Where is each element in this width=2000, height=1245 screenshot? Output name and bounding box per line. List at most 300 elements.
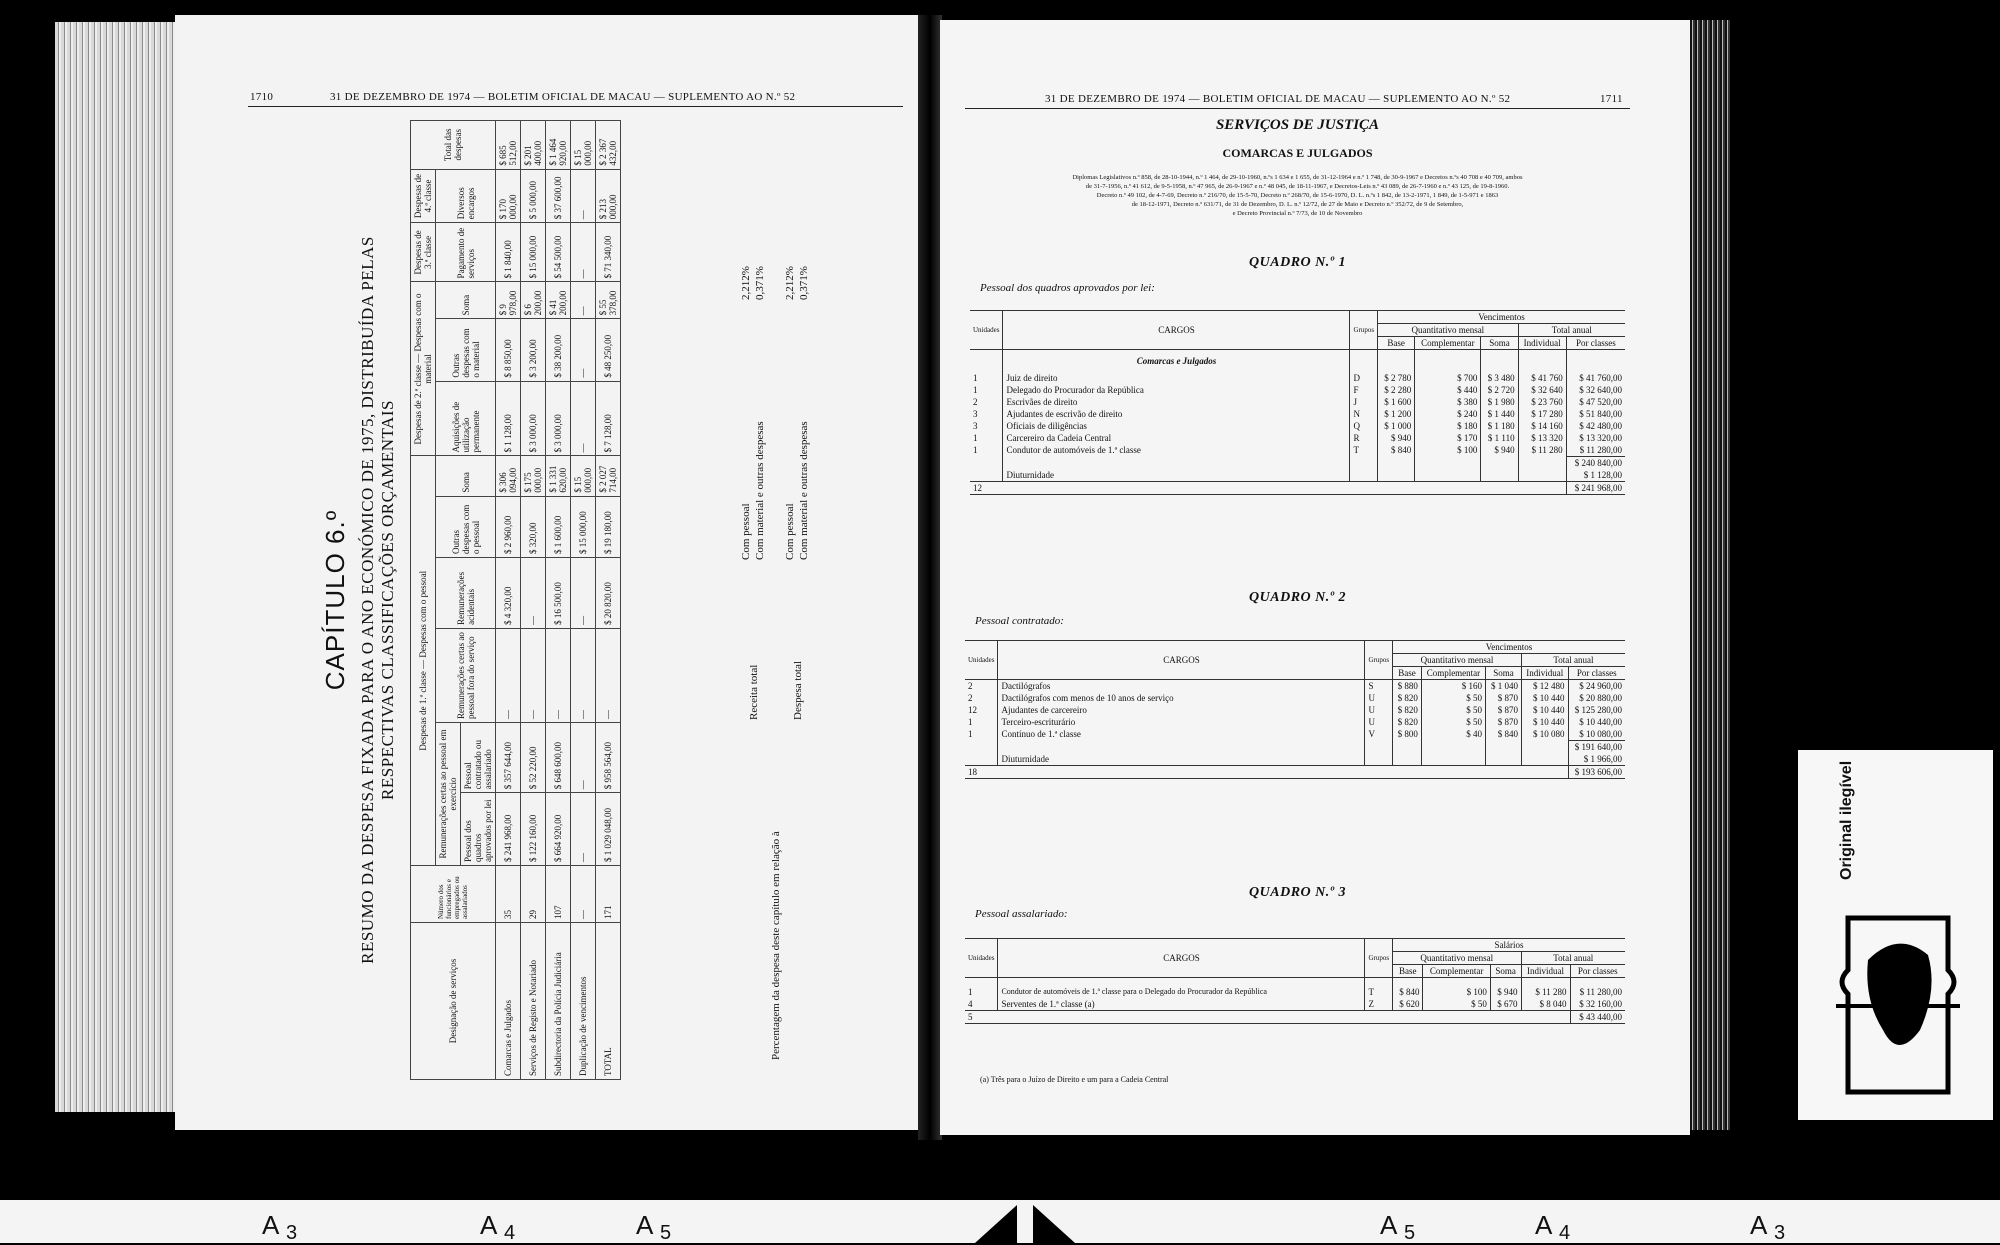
cell: $ 8 850,00	[496, 319, 521, 381]
cell: $ 1 000	[1378, 420, 1415, 432]
cell: $ 6 200,00	[521, 282, 546, 319]
col-base: Base	[1393, 667, 1422, 680]
film-center-arrow-icon	[975, 1205, 1075, 1243]
table-row	[965, 728, 1625, 741]
subsection-title: COMARCAS E JULGADOS	[1222, 146, 1373, 160]
col-vencimentos: Vencimentos	[1378, 311, 1625, 324]
cell: $ 1 180	[1481, 420, 1518, 432]
row-label: TOTAL	[596, 923, 621, 1080]
film-marker: 5	[1404, 1222, 1416, 1244]
cell: $ 840	[1378, 444, 1415, 457]
cell: $ 10 080	[1521, 728, 1568, 741]
left-page-number: 1710	[250, 91, 274, 103]
cell: 2	[968, 693, 973, 703]
cell: $ 20 880,00	[1568, 692, 1625, 704]
cell: $ 1 040	[1485, 680, 1521, 693]
quadro2-diuturnidade: $ 1 966,00	[1568, 753, 1625, 766]
cell: 35	[496, 866, 521, 923]
table-group-header-row	[411, 121, 436, 1080]
cell: $ 41 760	[1518, 372, 1566, 384]
quadro2-title: QUADRO N.º 2	[1249, 590, 1346, 605]
legislation-line: de 18-12-1971, Decreto n.º 631/71, de 31 de Dezembro, D. L. n.º 12/72, de 27 de Maio e Decreto n.º 352/72, de 9 de Setembro,	[1131, 201, 1464, 208]
cell: $ 1 840,00	[496, 223, 521, 282]
cell: Serventes de 1.ª classe (a)	[998, 998, 1365, 1011]
cell: $ 54 500,00	[546, 223, 571, 282]
cell: —	[571, 793, 596, 866]
col-unidades: Unidades	[965, 641, 998, 680]
cell: $ 19 180,00	[596, 496, 621, 557]
cell: $ 170 000,00	[496, 169, 521, 223]
cell: V	[1365, 728, 1393, 741]
quadro3-total-units: 5	[965, 1010, 998, 1023]
cell: —	[571, 282, 596, 319]
quadro1-group-label: Comarcas e Julgados	[1003, 350, 1350, 373]
cell: 2	[973, 397, 978, 407]
cell: 4	[968, 998, 973, 1009]
cell: $ 648 600,00	[546, 723, 571, 793]
col-grupos: Grupos	[1365, 641, 1393, 680]
cell: $ 15 000,00	[571, 496, 596, 557]
col-unidades: Unidades	[970, 311, 1003, 350]
cell: $ 1 600	[1378, 396, 1415, 408]
quadro3-caption: Pessoal assalariado:	[975, 908, 1068, 920]
cell: 12	[968, 705, 977, 715]
film-marker: 3	[286, 1222, 298, 1244]
cell: 1	[968, 986, 973, 997]
col-complementar: Complementar	[1415, 337, 1481, 350]
cell: $ 15 000,00	[521, 223, 546, 282]
cell: F	[1350, 384, 1378, 396]
section-title: SERVIÇOS DE JUSTIÇA	[1215, 117, 1380, 133]
cell: $ 1 128,00	[496, 381, 521, 456]
col-header: Número dos funcionários e empregados ou assalariados	[411, 866, 496, 923]
cell: $ 3 000,00	[546, 381, 571, 456]
col-complementar: Complementar	[1421, 667, 1485, 680]
cell: $ 71 340,00	[596, 223, 621, 282]
cell: $ 41 200,00	[546, 282, 571, 319]
quadro1-diuturnidade-label: Diuturnidade	[1003, 469, 1350, 482]
col-quant-mensal: Quantitativo mensal	[1378, 324, 1519, 337]
col-header: Pagamento de serviços	[436, 223, 496, 282]
despesa-label: Despesa total	[792, 661, 804, 720]
col-header: Total das despesas	[411, 121, 496, 170]
col-cargos: CARGOS	[998, 939, 1365, 978]
group-header: Despesas de 1.ª classe — Despesas com o pessoal	[411, 456, 436, 866]
table-row	[571, 121, 596, 1080]
col-individual: Individual	[1518, 337, 1566, 350]
summary-title-line1: RESUMO DA DESPESA FIXADA PARA O ANO ECONÓMICO DE 1975, DISTRIBUÍDA PELAS	[358, 236, 377, 964]
cell: Delegado do Procurador da República	[1003, 384, 1350, 396]
cell: $ 1 980	[1481, 396, 1518, 408]
receita-pessoal-label: Com pessoal	[740, 503, 752, 560]
cell: $ 840	[1485, 728, 1521, 741]
cell: $ 41 760,00	[1566, 372, 1625, 384]
left-running-header: 31 DE DEZEMBRO DE 1974 — BOLETIM OFICIAL DE MACAU — SUPLEMENTO AO N.º 52	[330, 91, 796, 103]
cell: $ 940	[1490, 986, 1521, 998]
cell: $ 32 160,00	[1570, 998, 1625, 1011]
col-header: Outras despesas com o pessoal	[436, 496, 496, 557]
cell: $ 5 000,00	[521, 169, 546, 223]
cell: $ 820	[1393, 716, 1422, 728]
cell: $ 670	[1490, 998, 1521, 1011]
receita-material-label: Com material e outras despesas	[754, 421, 766, 560]
cell: $ 870	[1485, 716, 1521, 728]
cell: J	[1350, 396, 1378, 408]
cell: $ 175 000,00	[521, 456, 546, 496]
quadro2-diuturnidade-label: Diuturnidade	[998, 753, 1365, 766]
col-quant-mensal: Quantitativo mensal	[1393, 952, 1521, 965]
quadro2-table	[965, 640, 1625, 779]
film-marker: 4	[1559, 1222, 1571, 1244]
cell: —	[496, 628, 521, 722]
cell: $ 32 640	[1518, 384, 1566, 396]
col-header: Soma	[436, 456, 496, 496]
cell: $ 2 367 432,00	[596, 121, 621, 170]
table-row	[965, 680, 1625, 693]
cell: $ 52 220,00	[521, 723, 546, 793]
right-running-header: 31 DE DEZEMBRO DE 1974 — BOLETIM OFICIAL DE MACAU — SUPLEMENTO AO N.º 52	[1045, 93, 1511, 105]
cell: $ 940	[1481, 444, 1518, 457]
col-header: Outras despesas com o material	[436, 319, 496, 381]
cell: $ 37 600,00	[546, 169, 571, 223]
cell: 2	[968, 681, 973, 691]
cell: $ 3 000,00	[521, 381, 546, 456]
cell: $ 2 720	[1481, 384, 1518, 396]
quadro1-table	[970, 310, 1625, 495]
cell: $ 17 280	[1518, 408, 1566, 420]
summary-title-line2: RESPECTIVAS CLASSIFICAÇÕES ORÇAMENTAIS	[378, 400, 397, 800]
col-individual: Individual	[1521, 667, 1568, 680]
cell: —	[571, 319, 596, 381]
quadro3-footnote: (a) Três para o Juízo de Direito e um para a Cadeia Central	[980, 1075, 1169, 1084]
cell: $ 125 280,00	[1568, 704, 1625, 716]
cell: 1	[973, 433, 978, 443]
damaged-page-icon	[1828, 910, 1968, 1100]
expense-summary-table	[410, 120, 621, 1080]
cell: $ 9 978,00	[496, 282, 521, 319]
film-marker: 3	[1774, 1222, 1786, 1244]
cell: R	[1350, 432, 1378, 444]
cell: —	[571, 169, 596, 223]
cell: $ 32 640,00	[1566, 384, 1625, 396]
quadro1-caption: Pessoal dos quadros aprovados por lei:	[980, 282, 1155, 294]
cell: 107	[546, 866, 571, 923]
cell: $ 23 760	[1518, 396, 1566, 408]
table-row	[970, 420, 1625, 432]
col-base: Base	[1378, 337, 1415, 350]
cell: $ 10 440	[1521, 704, 1568, 716]
cell: $ 13 320,00	[1566, 432, 1625, 444]
quadro2-table-wrap	[965, 640, 1625, 779]
cell: $ 1 464 920,00	[546, 121, 571, 170]
film-marker: A	[1750, 1210, 1768, 1240]
quadro3-total: $ 43 440,00	[1570, 1010, 1625, 1023]
table-row	[970, 396, 1625, 408]
table-row	[970, 408, 1625, 420]
group-header: Despesas de 4.ª classe	[411, 169, 436, 223]
cell: $ 11 280,00	[1570, 986, 1625, 998]
cell: Condutor de automóveis de 1.ª classe para o Delegado do Procurador da República	[998, 986, 1365, 998]
cell: $ 1 029 048,00	[596, 793, 621, 866]
cell: $ 2 280	[1378, 384, 1415, 396]
cell: Terceiro-escriturário	[998, 716, 1365, 728]
col-base: Base	[1393, 965, 1423, 978]
cell: $ 4 320,00	[496, 557, 521, 628]
table-row	[970, 432, 1625, 444]
film-marker: A	[480, 1210, 498, 1240]
quadro1-total: $ 241 968,00	[1566, 482, 1625, 495]
col-header: Designação de serviços	[411, 923, 496, 1080]
table-row	[546, 121, 571, 1080]
col-header: Aquisições de utilização permanente	[436, 381, 496, 456]
despesa-material-label: Com material e outras despesas	[798, 421, 810, 560]
cell: $ 50	[1421, 704, 1485, 716]
cell: $ 180	[1415, 420, 1481, 432]
group-header: Remunerações certas ao pessoal em exercício	[436, 723, 461, 866]
cell: —	[521, 628, 546, 722]
table-row	[970, 444, 1625, 457]
col-cargos: CARGOS	[1003, 311, 1350, 350]
film-marker: A	[636, 1210, 654, 1240]
film-marker: A	[1380, 1210, 1398, 1240]
cell: —	[596, 628, 621, 722]
cell: 1	[968, 717, 973, 727]
cell: $ 620	[1393, 998, 1423, 1011]
table-row	[521, 121, 546, 1080]
col-header: Pessoal contratado ou assalariado	[461, 723, 496, 793]
cell: $ 201 400,00	[521, 121, 546, 170]
col-por-classes: Por classes	[1570, 965, 1625, 978]
cell: $ 1 110	[1481, 432, 1518, 444]
cell: Escrivães de direito	[1003, 396, 1350, 408]
cell: $ 14 160	[1518, 420, 1566, 432]
cell: Carcereiro da Cadeia Central	[1003, 432, 1350, 444]
illegible-label: Original ilegível	[1838, 760, 1855, 880]
col-total-anual: Total anual	[1521, 654, 1625, 667]
quadro3-table	[965, 938, 1625, 1024]
legislation-line: Decreto n.º 49 102, de 4-7-69, Decreto n.º 216/70, de 15-5-70, Decreto n.º 268/70, de 15-6-1970, D. L. n.ºs 1 842, de 13-2-1971, 1 849, de 1-5-971 e 1863	[1096, 192, 1499, 199]
cell: $ 440	[1415, 384, 1481, 396]
cell: $ 122 160,00	[521, 793, 546, 866]
cell: $ 100	[1423, 986, 1490, 998]
cell: $ 24 960,00	[1568, 680, 1625, 693]
despesa-pct-pessoal: 2,212%	[784, 266, 796, 300]
cell: —	[571, 723, 596, 793]
col-grupos: Grupos	[1350, 311, 1378, 350]
row-label: Duplicação de vencimentos	[571, 923, 596, 1080]
cell: $ 700	[1415, 372, 1481, 384]
despesa-pct-material: 0,371%	[798, 266, 810, 300]
cell: Q	[1350, 420, 1378, 432]
film-marker: A	[1535, 1210, 1553, 1240]
cell: $ 357 644,00	[496, 723, 521, 793]
row-label: Subdirectoria da Polícia Judiciária	[546, 923, 571, 1080]
cell: $ 51 840,00	[1566, 408, 1625, 420]
receita-pct-material: 0,371%	[754, 266, 766, 300]
cell: $ 15 000,00	[571, 456, 596, 496]
cell: Oficiais de diligências	[1003, 420, 1350, 432]
cell: $ 7 128,00	[596, 381, 621, 456]
col-soma: Soma	[1490, 965, 1521, 978]
table-row	[965, 692, 1625, 704]
col-complementar: Complementar	[1423, 965, 1490, 978]
cell: Contínuo de 1.ª classe	[998, 728, 1365, 741]
receita-label: Receita total	[748, 664, 760, 720]
col-total-anual: Total anual	[1521, 952, 1625, 965]
cell: $ 160	[1421, 680, 1485, 693]
col-salarios: Salários	[1393, 939, 1625, 952]
cell: $ 20 820,00	[596, 557, 621, 628]
cell: $ 10 440	[1521, 692, 1568, 704]
table-row	[965, 704, 1625, 716]
table-row	[970, 372, 1625, 384]
cell: 1	[968, 729, 973, 740]
col-cargos: CARGOS	[998, 641, 1365, 680]
cell: $ 11 280	[1518, 444, 1566, 457]
cell: —	[571, 628, 596, 722]
cell: 1	[973, 385, 978, 395]
cell: $ 870	[1485, 704, 1521, 716]
film-marker: 4	[504, 1222, 516, 1244]
cell: $ 10 080,00	[1568, 728, 1625, 741]
right-page-number: 1711	[1600, 93, 1623, 105]
table-row	[965, 986, 1625, 998]
cell: $ 870	[1485, 692, 1521, 704]
cell: $ 664 920,00	[546, 793, 571, 866]
group-header: Despesas de 3.ª classe	[411, 223, 436, 282]
table-row	[965, 998, 1625, 1011]
cell: $ 1 200	[1378, 408, 1415, 420]
book-page-edges-right	[1690, 20, 1730, 1130]
col-grupos: Grupos	[1365, 939, 1393, 978]
cell: $ 11 280	[1521, 986, 1570, 998]
col-soma: Soma	[1485, 667, 1521, 680]
row-label: Comarcas e Julgados	[496, 923, 521, 1080]
cell: 29	[521, 866, 546, 923]
chapter-heading: CAPÍTULO 6.º	[320, 509, 350, 691]
cell: $ 840	[1393, 986, 1423, 998]
group-header: Despesas de 2.ª classe — Despesas com o material	[411, 282, 436, 456]
cell: $ 2 027 714,00	[596, 456, 621, 496]
cell: —	[546, 628, 571, 722]
quadro1-diuturnidade: $ 1 128,00	[1566, 469, 1625, 482]
cell: 1	[973, 373, 978, 383]
col-total-anual: Total anual	[1518, 324, 1625, 337]
cell: —	[571, 557, 596, 628]
film-marker: 5	[660, 1222, 672, 1244]
cell: U	[1365, 692, 1393, 704]
col-por-classes: Por classes	[1566, 337, 1625, 350]
quadro2-caption: Pessoal contratado:	[975, 615, 1064, 627]
cell: T	[1365, 986, 1393, 998]
cell: $ 48 250,00	[596, 319, 621, 381]
legislation-line: e Decreto Provincial n.º 7/73, de 10 de Novembro	[1232, 210, 1363, 217]
cell: N	[1350, 408, 1378, 420]
cell: $ 40	[1421, 728, 1485, 741]
cell: $ 213 000,00	[596, 169, 621, 223]
cell: $ 958 564,00	[596, 723, 621, 793]
col-individual: Individual	[1521, 965, 1570, 978]
cell: $ 820	[1393, 692, 1422, 704]
cell: 3	[973, 421, 978, 431]
legislation-block	[970, 173, 1625, 218]
table-row	[965, 716, 1625, 728]
cell: $ 1 440	[1481, 408, 1518, 420]
col-header: Remunerações certas ao pessoal fora do serviço	[436, 628, 496, 722]
table-row	[496, 121, 521, 1080]
cell: T	[1350, 444, 1378, 457]
percentage-label: Percentagem da despesa deste capítulo em relação à	[770, 831, 782, 1060]
quadro2-total-units: 18	[965, 766, 998, 779]
cell: $ 800	[1393, 728, 1422, 741]
illegible-original-card	[1798, 750, 1993, 1120]
cell: $ 55 378,00	[596, 282, 621, 319]
col-quant-mensal: Quantitativo mensal	[1393, 654, 1522, 667]
cell: $ 820	[1393, 704, 1422, 716]
book-page-edges-left	[55, 22, 185, 1112]
cell: 3	[973, 409, 978, 419]
cell: $ 306 094,00	[496, 456, 521, 496]
cell: $ 1 600,00	[546, 496, 571, 557]
cell: $ 8 040	[1521, 998, 1570, 1011]
col-header: Remunerações acidentais	[436, 557, 496, 628]
cell: —	[571, 866, 596, 923]
quadro2-total: $ 193 606,00	[1568, 766, 1625, 779]
cell: $ 880	[1393, 680, 1422, 693]
table-row	[970, 384, 1625, 396]
quadro1-table-wrap	[970, 310, 1625, 495]
quadro3-table-wrap	[965, 938, 1625, 1024]
cell: $ 240	[1415, 408, 1481, 420]
cell: $ 685 512,00	[496, 121, 521, 170]
col-header: Diversos encargos	[436, 169, 496, 223]
col-unidades: Unidades	[965, 939, 998, 978]
cell: $ 50	[1423, 998, 1490, 1011]
cell: Dactilógrafos	[998, 680, 1365, 693]
cell: U	[1365, 704, 1393, 716]
cell: $ 15 000,00	[571, 121, 596, 170]
cell: $ 241 968,00	[496, 793, 521, 866]
cell: $ 13 320	[1518, 432, 1566, 444]
cell: Z	[1365, 998, 1393, 1011]
cell: $ 2 780	[1378, 372, 1415, 384]
cell: $ 3 480	[1481, 372, 1518, 384]
cell: $ 38 200,00	[546, 319, 571, 381]
cell: $ 47 520,00	[1566, 396, 1625, 408]
cell: $ 50	[1421, 716, 1485, 728]
cell: $ 50	[1421, 692, 1485, 704]
cell: $ 12 480	[1521, 680, 1568, 693]
cell: Ajudantes de carcereiro	[998, 704, 1365, 716]
receita-pct-pessoal: 2,212%	[740, 266, 752, 300]
cell: $ 2 960,00	[496, 496, 521, 557]
cell: $ 100	[1415, 444, 1481, 457]
quadro1-title: QUADRO N.º 1	[1249, 255, 1346, 270]
cell: Juiz de direito	[1003, 372, 1350, 384]
cell: Dactilógrafos com menos de 10 anos de serviço	[998, 692, 1365, 704]
cell: $ 3 200,00	[521, 319, 546, 381]
cell: $ 1 331 620,00	[546, 456, 571, 496]
quadro2-subtotal: $ 191 640,00	[1568, 741, 1625, 754]
row-label: Serviços de Registo e Notariado	[521, 923, 546, 1080]
cell: $ 380	[1415, 396, 1481, 408]
despesa-pessoal-label: Com pessoal	[784, 503, 796, 560]
cell: 171	[596, 866, 621, 923]
cell: —	[521, 557, 546, 628]
left-rotated-table-block	[310, 100, 930, 1100]
cell: —	[571, 223, 596, 282]
cell: U	[1365, 716, 1393, 728]
